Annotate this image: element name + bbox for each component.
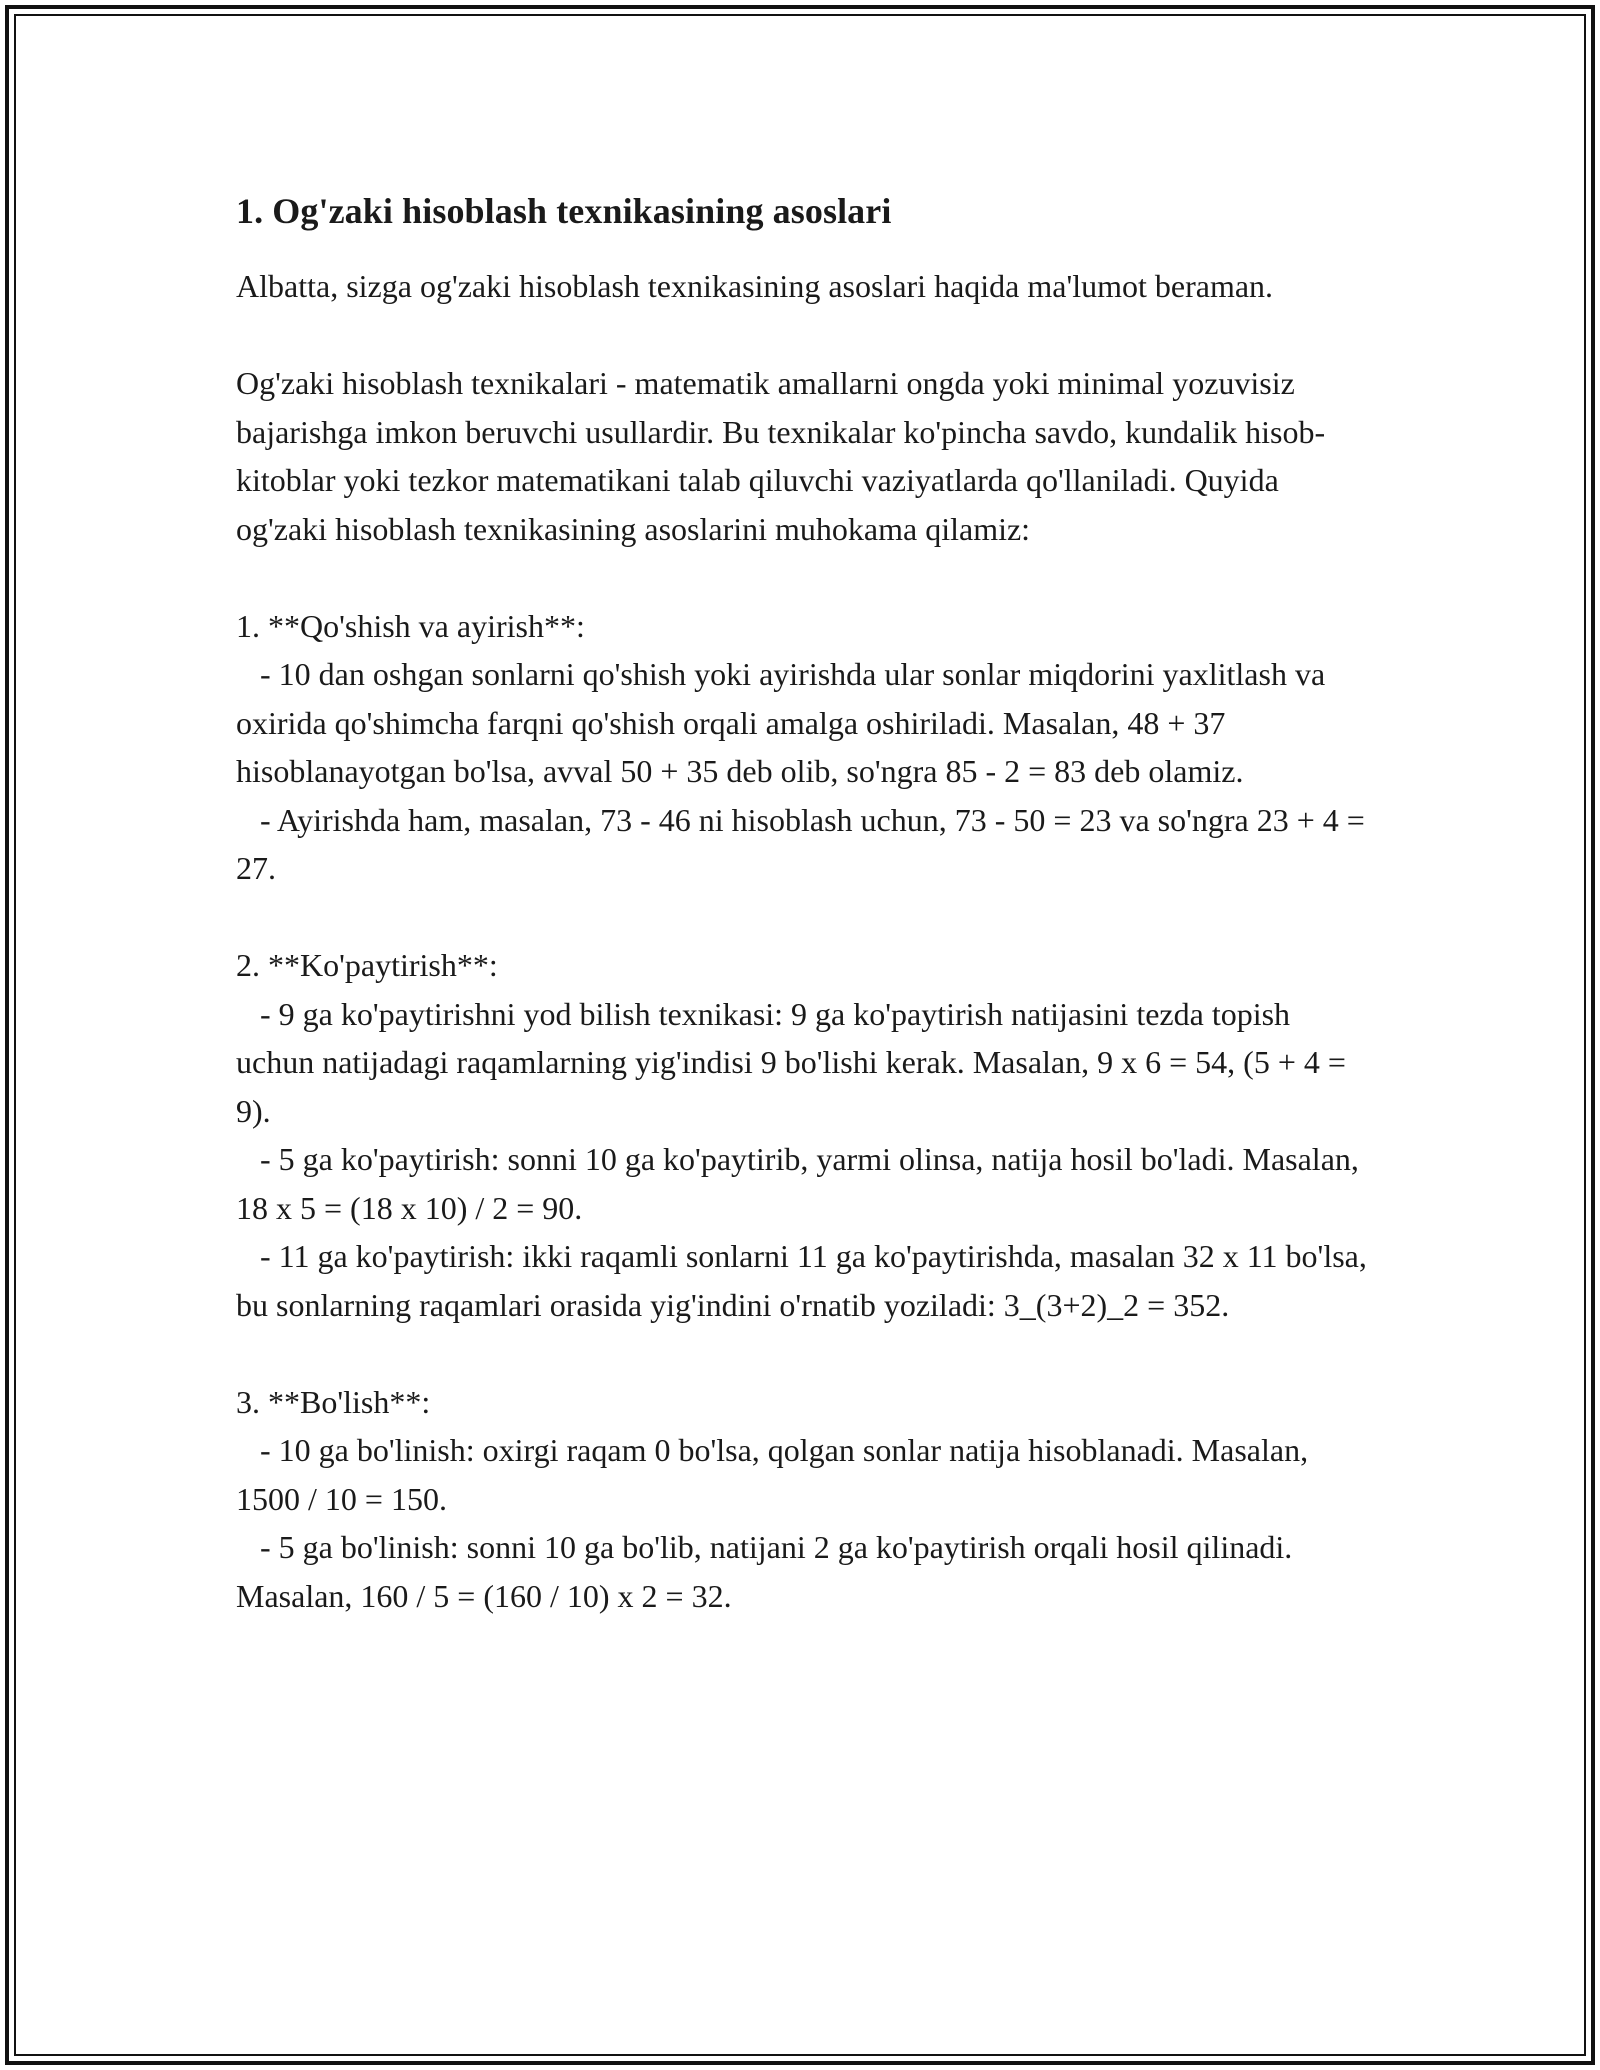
list-item-text: - 5 ga bo'linish: sonni 10 ga bo'lib, natijani 2 ga ko'paytirish orqali hosil qilinadi. Masalan, 160 / 5 = (160 / 10) x 2 = 32. [236,1529,1293,1614]
list-item [236,1135,1376,1232]
paragraph-gap [236,1329,1376,1378]
list-item [236,990,1376,1136]
list-item [236,650,1376,796]
list-item [236,1232,1376,1329]
list-item-text: - 11 ga ko'paytirish: ikki raqamli sonlarni 11 ga ko'paytirishda, masalan 32 x 11 bo'lsa, bu sonlarning raqamlari orasida yig'indini o'rnatib yoziladi: 3_(3+2)_2 = 352. [236,1238,1367,1323]
list-item-text: - 9 ga ko'paytirishni yod bilish texnikasi: 9 ga ko'paytirish natijasini tezda topish uchun natijadagi raqamlarning yig'indisi 9 bo'lishi kerak. Masalan, 9 x 6 = 54, (5 + 4 = 9). [236,995,1346,1129]
list-item-text: - 5 ga ko'paytirish: sonni 10 ga ko'paytirib, yarmi olinsa, natija hosil bo'ladi. Masalan, 18 x 5 = (18 x 10) / 2 = 90. [236,1141,1359,1226]
paragraph-gap [236,553,1376,602]
list-item-text: - 10 ga bo'linish: oxirgi raqam 0 bo'lsa, qolgan sonlar natija hisoblanadi. Masalan, 1500 / 10 = 150. [236,1432,1309,1517]
list-item [236,1523,1376,1620]
list-item [236,796,1376,893]
overview-paragraph: Og'zaki hisoblash texnikalari - matematik amallarni ongda yoki minimal yozuvisiz bajarishga imkon beruvchi usullardir. Bu texnikalar ko'pincha savdo, kundalik hisob-kitoblar yoki tezkor matematikani talab qiluvchi vaziyatlarda qo'llaniladi. Quyida og'zaki hisoblash texnikasining asoslarini muhokama qilamiz: [236,365,1326,547]
section-title-addition: 1. **Qo'shish va ayirish**: [236,607,585,644]
document-body [236,186,1376,1620]
document-heading: 1. Og'zaki hisoblash texnikasining asoslari [236,191,892,231]
paragraph-gap [236,893,1376,942]
section-title-multiplication: 2. **Ko'paytirish**: [236,947,498,983]
intro-paragraph: Albatta, sizga og'zaki hisoblash texnikasining asoslari haqida ma'lumot beraman. [236,268,1274,304]
list-item-text: - Ayirishda ham, masalan, 73 - 46 ni hisoblash uchun, 73 - 50 = 23 va so'ngra 23 + 4 = 27. [236,801,1365,886]
list-item-text: - 10 dan oshgan sonlarni qo'shish yoki ayirishda ular sonlar miqdorini yaxlitlash va oxirida qo'shimcha farqni qo'shish orqali amalga oshiriladi. Masalan, 48 + 37 hisoblanayotgan bo'lsa, avval 50 + 35 deb olib, so'ngra 85 - 2 = 83 deb olamiz. [236,656,1326,789]
list-item [236,1426,1376,1523]
section-title-division: 3. **Bo'lish**: [236,1383,431,1420]
paragraph-gap [236,311,1376,360]
